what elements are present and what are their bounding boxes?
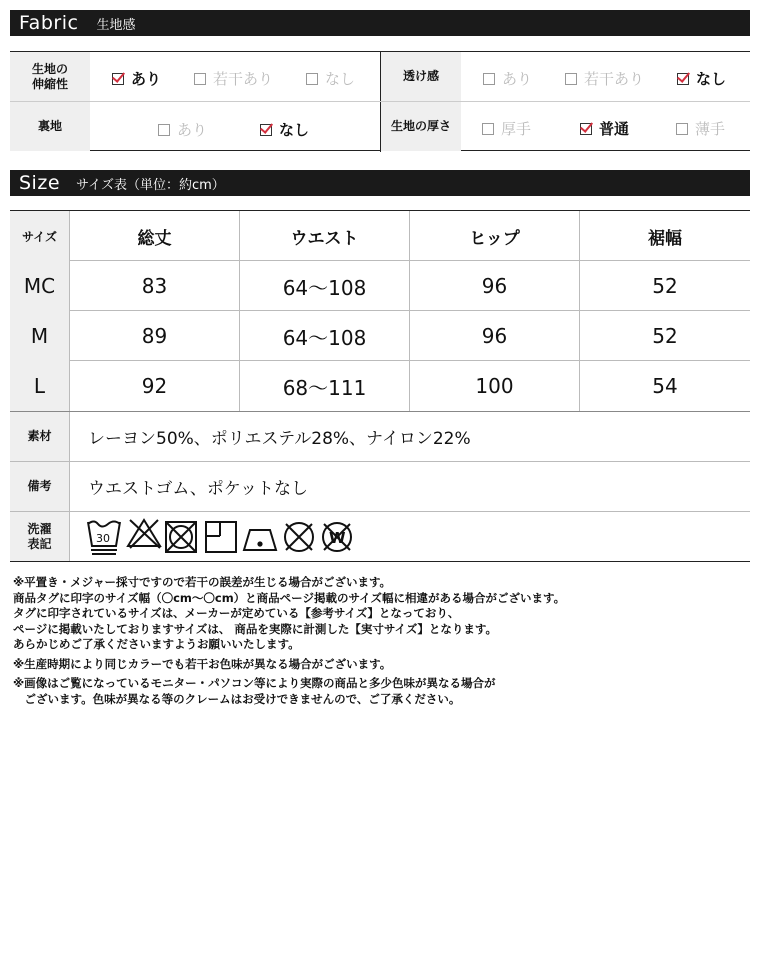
checkbox-icon bbox=[194, 73, 206, 85]
option-label: 厚手 bbox=[501, 120, 532, 138]
note-line: ※平置き・メジャー採寸ですので若干の誤差が生じる場合がございます。 bbox=[13, 575, 392, 589]
size-table bbox=[10, 210, 750, 411]
no-wet-clean-icon bbox=[323, 523, 351, 551]
checkbox-icon bbox=[112, 73, 124, 85]
checkbox-icon bbox=[482, 123, 494, 135]
material-label: 素材 bbox=[10, 412, 70, 461]
value-cell: 96 bbox=[410, 261, 580, 311]
value-cell: 52 bbox=[652, 274, 678, 298]
care-row bbox=[10, 512, 750, 562]
note-line: ※画像はご覧になっているモニター・パソコン等により実際の商品と多少色味が異なる場合が bbox=[13, 676, 496, 690]
checkbox-icon bbox=[580, 123, 592, 135]
fabric-row-divider bbox=[10, 101, 750, 102]
stretch-option-slight bbox=[194, 68, 273, 89]
iron-low-icon bbox=[244, 530, 276, 550]
fabric-title: Fabric bbox=[19, 12, 79, 34]
header-cell: 裾幅 bbox=[648, 228, 682, 249]
lining-option-yes bbox=[158, 119, 207, 140]
value-cell: 83 bbox=[70, 261, 240, 311]
table-row bbox=[10, 311, 750, 361]
note-line: ※生産時期により同じカラーでも若干お色味が異なる場合がございます。 bbox=[13, 656, 392, 671]
thickness-label: 生地の厚さ bbox=[381, 102, 461, 151]
checkbox-icon bbox=[565, 73, 577, 85]
checkbox-icon bbox=[260, 124, 272, 136]
value-cell: 64〜108 bbox=[240, 261, 410, 311]
fabric-header bbox=[10, 10, 750, 36]
notes-row bbox=[10, 462, 750, 512]
wash-30-icon bbox=[88, 521, 120, 554]
note-line: ページに掲載いたしておりますサイズは、 商品を実際に計測した【実寸サイズ】となります。 bbox=[13, 621, 498, 636]
sheer-label: 透け感 bbox=[381, 52, 461, 101]
checkbox-icon bbox=[306, 73, 318, 85]
size-cell: L bbox=[10, 361, 70, 411]
no-dry-clean-icon bbox=[285, 523, 313, 551]
checkbox-icon bbox=[483, 73, 495, 85]
size-title: Size bbox=[19, 172, 61, 194]
material-table bbox=[10, 411, 750, 551]
option-label: 薄手 bbox=[695, 120, 726, 138]
checkbox-icon bbox=[677, 73, 689, 85]
option-label: 普通 bbox=[599, 120, 630, 138]
no-bleach-icon bbox=[128, 520, 160, 548]
option-label: なし bbox=[696, 70, 727, 88]
stretch-option-no bbox=[306, 68, 355, 89]
option-label: あり bbox=[131, 70, 162, 88]
thickness-option-thick bbox=[482, 118, 531, 139]
care-label: 洗濯 表記 bbox=[10, 512, 70, 561]
lining-label: 裏地 bbox=[10, 102, 90, 151]
note-line: 商品タグに印字のサイズ幅（〇cm〜〇cm）と商品ページ掲載のサイズ幅に相違がある場合がございます。 bbox=[13, 590, 566, 605]
notes-label: 備考 bbox=[10, 462, 70, 511]
no-tumble-dry-icon bbox=[166, 522, 196, 552]
table-row bbox=[10, 361, 750, 411]
value-cell: 68〜111 bbox=[240, 361, 410, 411]
notes-value: ウエストゴム、ポケットなし bbox=[88, 479, 308, 499]
value-cell: 52 bbox=[652, 324, 678, 348]
thickness-option-normal bbox=[580, 118, 629, 139]
size-subtitle: サイズ表（単位：約cm） bbox=[76, 177, 225, 193]
checkbox-icon bbox=[676, 123, 688, 135]
care-icons bbox=[70, 512, 750, 561]
size-table-header bbox=[10, 211, 750, 261]
option-label: なし bbox=[279, 121, 310, 139]
value-cell: 54 bbox=[652, 374, 678, 398]
option-label: あり bbox=[177, 121, 208, 139]
header-cell: サイズ bbox=[10, 211, 70, 261]
wash-temp: 30 bbox=[96, 531, 110, 545]
lining-option-no bbox=[260, 119, 309, 140]
header-cell: ウエスト bbox=[240, 211, 410, 261]
care-symbols bbox=[86, 516, 356, 558]
option-label: 若干あり bbox=[213, 70, 274, 88]
size-cell: M bbox=[10, 311, 70, 361]
sheer-option-slight bbox=[565, 68, 644, 89]
value-cell: 92 bbox=[70, 361, 240, 411]
size-cell: MC bbox=[10, 261, 70, 311]
checkbox-icon bbox=[158, 124, 170, 136]
value-cell: 89 bbox=[70, 311, 240, 361]
wet-letter: W bbox=[329, 528, 346, 547]
disclaimer-notes bbox=[13, 575, 753, 707]
table-row bbox=[10, 261, 750, 311]
note-line: タグに印字されているサイズは、メーカーが定めている【参考サイズ】となっており、 bbox=[13, 606, 460, 620]
value-cell: 64〜108 bbox=[240, 311, 410, 361]
fabric-subtitle: 生地感 bbox=[96, 17, 136, 33]
sheer-option-yes bbox=[483, 68, 532, 89]
header-cell: ヒップ bbox=[410, 211, 580, 261]
material-row bbox=[10, 412, 750, 462]
line-dry-icon bbox=[206, 522, 236, 552]
value-cell: 100 bbox=[410, 361, 580, 411]
stretch-option-yes bbox=[112, 68, 161, 89]
material-value: レーヨン50%、ポリエステル28%、ナイロン22% bbox=[88, 429, 471, 449]
value-cell: 96 bbox=[410, 311, 580, 361]
sheer-option-no bbox=[677, 68, 726, 89]
option-label: 若干あり bbox=[584, 70, 645, 88]
note-line: あらかじめご了承くださいますようお願いいたします。 bbox=[13, 637, 300, 651]
stretch-label: 生地の 伸縮性 bbox=[10, 52, 90, 101]
option-label: なし bbox=[325, 70, 356, 88]
size-header bbox=[10, 170, 750, 196]
thickness-option-thin bbox=[676, 118, 725, 139]
header-cell: 総丈 bbox=[70, 211, 240, 261]
note-line: ございます。色味が異なる等のクレームはお受けできませんので、ご了承ください。 bbox=[13, 691, 461, 706]
option-label: あり bbox=[502, 70, 533, 88]
fabric-table bbox=[10, 51, 750, 151]
